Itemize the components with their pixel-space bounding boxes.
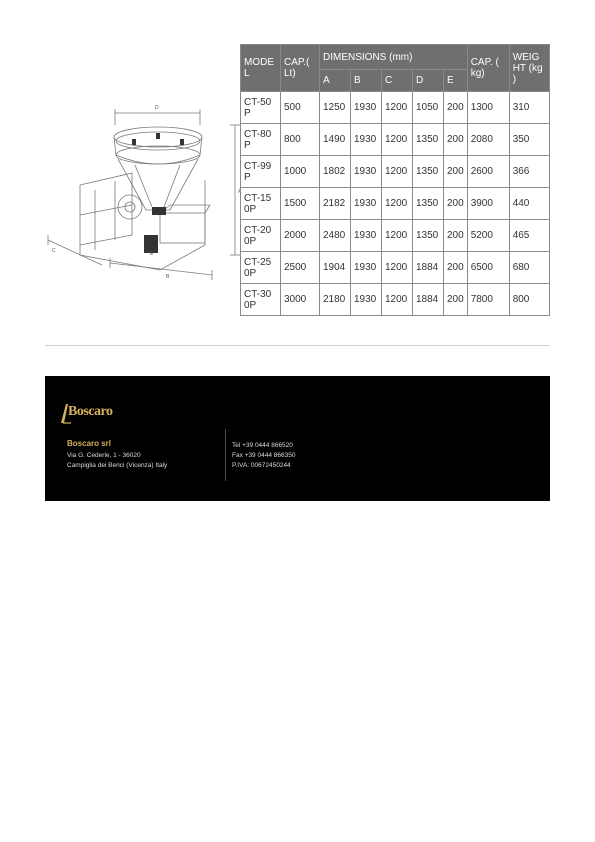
- cell-dim-c: 1200: [382, 92, 413, 124]
- cell-dim-a: 2180: [320, 284, 351, 316]
- cell-dim-c: 1200: [382, 220, 413, 252]
- cell-dim-b: 1930: [351, 92, 382, 124]
- cell-dim-c: 1200: [382, 252, 413, 284]
- cell-dim-a: 2182: [320, 188, 351, 220]
- cell-dim-d: 1050: [413, 92, 444, 124]
- product-technical-drawing: [40, 95, 245, 295]
- cell-dim-b: 1930: [351, 284, 382, 316]
- cell-model: CT-15 0P: [241, 188, 281, 220]
- cell-dim-d: 1884: [413, 252, 444, 284]
- table-row: [241, 188, 550, 220]
- cell-dim-e: 200: [444, 188, 468, 220]
- cell-capacity-kg: 5200: [467, 220, 509, 252]
- cell-dim-a: 1802: [320, 156, 351, 188]
- header-dimensions: DIMENSIONS (mm): [320, 45, 468, 70]
- cell-dim-d: 1350: [413, 220, 444, 252]
- contact-fax: Fax +39 0444 866350: [232, 452, 296, 459]
- header-model: MODE L: [241, 45, 281, 92]
- cell-weight: 680: [509, 252, 549, 284]
- cell-dim-b: 1930: [351, 220, 382, 252]
- cell-dim-d: 1350: [413, 124, 444, 156]
- cell-dim-a: 2480: [320, 220, 351, 252]
- cell-dim-b: 1930: [351, 252, 382, 284]
- dimension-label-d: D: [155, 105, 159, 111]
- cell-dim-b: 1930: [351, 188, 382, 220]
- table-row: [241, 252, 550, 284]
- header-dim-d: D: [413, 70, 444, 92]
- cell-capacity-lt: 2500: [281, 252, 320, 284]
- table-row: [241, 124, 550, 156]
- header-dim-c: C: [382, 70, 413, 92]
- logo-text: Boscaro: [68, 404, 113, 419]
- address-line-2: Campiglia dei Berici (Vicenza) Italy: [67, 462, 168, 469]
- cell-dim-e: 200: [444, 252, 468, 284]
- cell-dim-a: 1250: [320, 92, 351, 124]
- cell-model: CT-30 0P: [241, 284, 281, 316]
- cell-dim-b: 1930: [351, 156, 382, 188]
- footer-separator: [225, 429, 226, 481]
- cell-capacity-lt: 500: [281, 92, 320, 124]
- dimension-label-a: A: [238, 189, 242, 195]
- cell-dim-e: 200: [444, 124, 468, 156]
- cell-dim-d: 1884: [413, 284, 444, 316]
- contact-phone: Tel +39 0444 866520: [232, 442, 293, 449]
- address-line-1: Via G. Cederle, 1 - 36020: [67, 452, 141, 459]
- table-row: [241, 156, 550, 188]
- cell-capacity-kg: 3900: [467, 188, 509, 220]
- cell-weight: 350: [509, 124, 549, 156]
- cell-capacity-lt: 2000: [281, 220, 320, 252]
- specifications-table: [240, 44, 550, 316]
- cell-dim-e: 200: [444, 92, 468, 124]
- cell-dim-a: 1904: [320, 252, 351, 284]
- header-dim-b: B: [351, 70, 382, 92]
- header-weight: WEIG HT (kg ): [509, 45, 549, 92]
- cell-model: CT-99 P: [241, 156, 281, 188]
- cell-capacity-kg: 7800: [467, 284, 509, 316]
- cell-model: CT-20 0P: [241, 220, 281, 252]
- cell-capacity-lt: 800: [281, 124, 320, 156]
- cell-capacity-lt: 1000: [281, 156, 320, 188]
- header-capacity-lt: CAP.( Lt): [281, 45, 320, 92]
- table-row: [241, 284, 550, 316]
- cell-dim-b: 1930: [351, 124, 382, 156]
- cell-dim-d: 1350: [413, 156, 444, 188]
- section-divider: [45, 345, 550, 346]
- cell-capacity-kg: 6500: [467, 252, 509, 284]
- cell-weight: 366: [509, 156, 549, 188]
- cell-capacity-kg: 2080: [467, 124, 509, 156]
- header-dim-a: A: [320, 70, 351, 92]
- company-footer: [45, 376, 550, 501]
- cell-capacity-kg: 2600: [467, 156, 509, 188]
- cell-weight: 800: [509, 284, 549, 316]
- company-name: Boscaro srl: [67, 439, 112, 448]
- boscaro-logo: [60, 402, 130, 426]
- header-capacity-kg: CAP. ( kg): [467, 45, 509, 92]
- cell-dim-d: 1350: [413, 188, 444, 220]
- cell-model: CT-80 P: [241, 124, 281, 156]
- cell-dim-c: 1200: [382, 284, 413, 316]
- cell-dim-c: 1200: [382, 124, 413, 156]
- cell-dim-c: 1200: [382, 156, 413, 188]
- header-dim-e: E: [444, 70, 468, 92]
- cell-dim-e: 200: [444, 284, 468, 316]
- dimension-label-b: B: [166, 274, 170, 280]
- cell-capacity-kg: 1300: [467, 92, 509, 124]
- table-row: [241, 220, 550, 252]
- dimension-label-c: C: [52, 248, 56, 254]
- cell-weight: 310: [509, 92, 549, 124]
- cell-weight: 440: [509, 188, 549, 220]
- cell-capacity-lt: 3000: [281, 284, 320, 316]
- cell-dim-a: 1490: [320, 124, 351, 156]
- dimension-label-e: E: [150, 251, 154, 257]
- cell-dim-e: 200: [444, 156, 468, 188]
- table-row: [241, 92, 550, 124]
- cell-capacity-lt: 1500: [281, 188, 320, 220]
- cell-dim-e: 200: [444, 220, 468, 252]
- cell-model: CT-25 0P: [241, 252, 281, 284]
- cell-weight: 465: [509, 220, 549, 252]
- cell-dim-c: 1200: [382, 188, 413, 220]
- contact-vat: P.IVA: 00672450244: [232, 462, 291, 469]
- cell-model: CT-50 P: [241, 92, 281, 124]
